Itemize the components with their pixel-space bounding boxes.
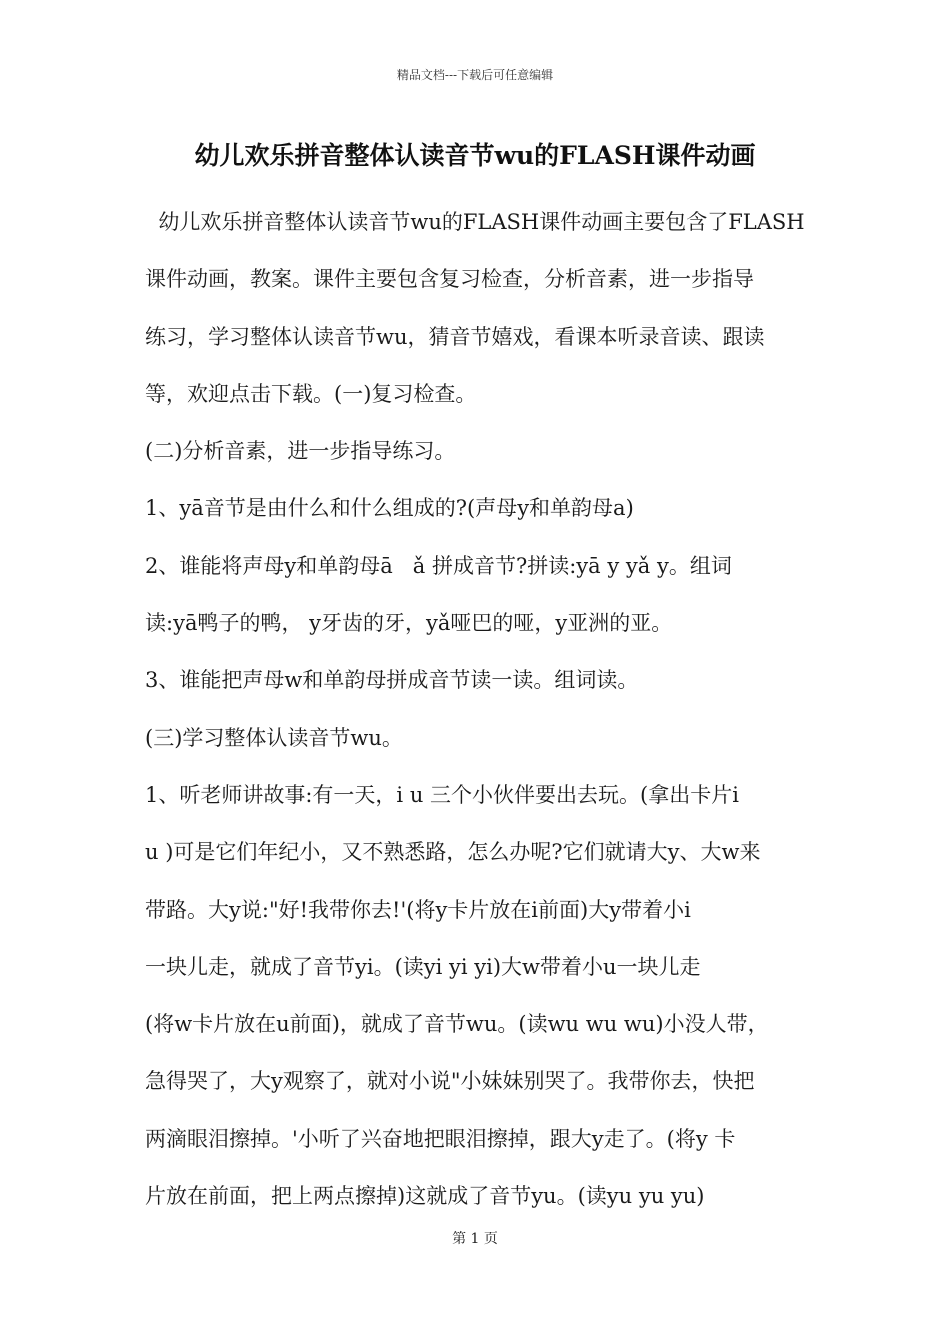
page-number: 第 1 页: [452, 1231, 498, 1247]
document-title: 幼儿欢乐拼音整体认读音节wu的FLASH课件动画: [194, 141, 756, 170]
body-line: 练习，学习整体认读音节wu，猜音节嬉戏，看课本听录音读、跟读: [145, 324, 765, 349]
body-line: 幼儿欢乐拼音整体认读音节wu的FLASH课件动画主要包含了FLASH: [145, 210, 805, 234]
body-line: (将w卡片放在u前面)，就成了音节wu。(读wu wu wu)小没人带，: [145, 1012, 769, 1037]
body-line: u )可是它们年纪小，又不熟悉路，怎么办呢?它们就请大y、大w来: [145, 840, 761, 865]
body-line: 急得哭了，大y观察了，就对小说"小妹妹别哭了。我带你去，快把: [145, 1069, 755, 1094]
body-line: 等，欢迎点击下载。(一)复习检查。: [145, 381, 477, 406]
document-body: [145, 194, 810, 1225]
body-line: 带路。大y说:"好!我带你去!'(将y卡片放在i前面)大y带着小i: [145, 897, 691, 922]
body-line: 1、听老师讲故事:有一天，i u 三个小伙伴要出去玩。(拿出卡片i: [145, 782, 739, 807]
body-line: 1、yā音节是由什么和什么组成的?(声母y和单韵母a): [145, 496, 634, 521]
body-line: 读:yā鸭子的鸭， y牙齿的牙，yǎ哑巴的哑，y亚洲的亚。: [145, 611, 673, 636]
body-line: 一块儿走，就成了音节yi。(读yi yi yi)大w带着小u一块儿走: [145, 954, 701, 979]
body-line: 两滴眼泪擦掉。'小听了兴奋地把眼泪擦掉，跟大y走了。(将y 卡: [145, 1126, 736, 1151]
header-note: 精品文档---下载后可任意编辑: [396, 68, 554, 82]
body-line: 片放在前面，把上两点擦掉)这就成了音节yu。(读yu yu yu): [145, 1184, 705, 1209]
body-line: 2、谁能将声母y和单韵母ā ǎ 拼成音节?拼读:yā y yǎ y。组词: [145, 553, 732, 578]
body-line: (二)分析音素，进一步指导练习。: [145, 439, 456, 464]
body-line: 课件动画，教案。课件主要包含复习检查，分析音素，进一步指导: [145, 267, 754, 292]
body-line: 3、谁能把声母w和单韵母拼成音节读一读。组词读。: [145, 668, 639, 693]
body-line: (三)学习整体认读音节wu。: [145, 725, 403, 750]
